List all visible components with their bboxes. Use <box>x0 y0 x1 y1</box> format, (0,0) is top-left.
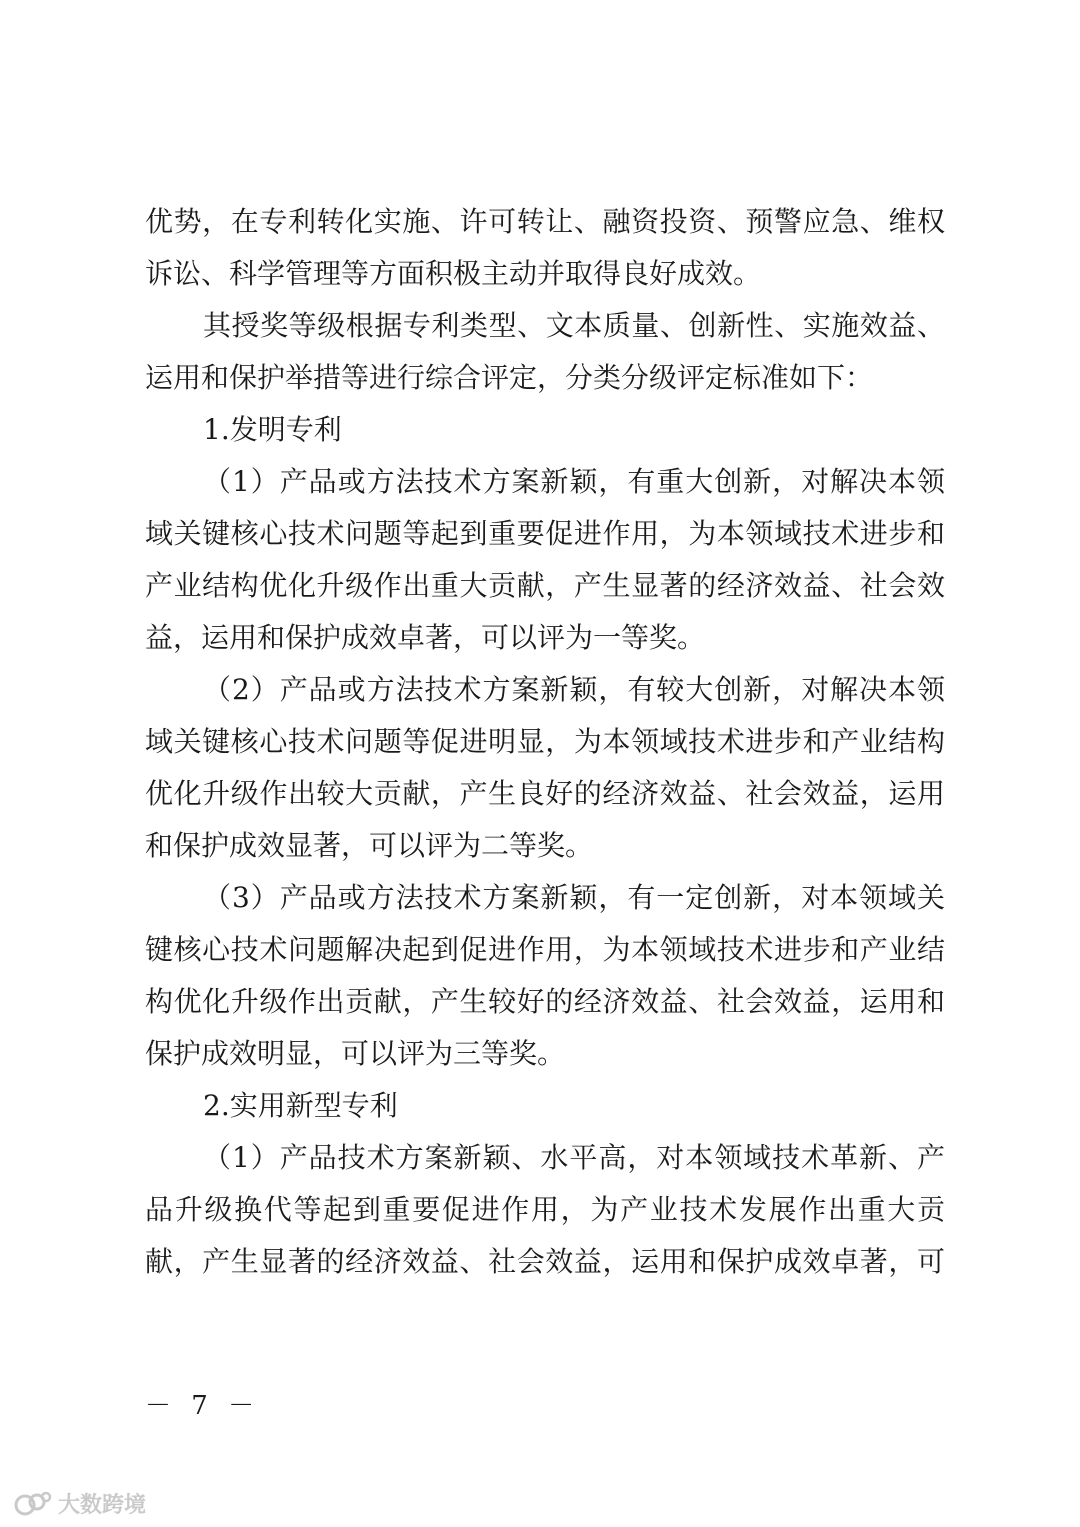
text-line: 优化升级作出较大贡献，产生良好的经济效益、社会效益，运用 <box>145 777 945 810</box>
text-line: 和保护成效显著，可以评为二等奖。 <box>145 829 594 862</box>
text-line: 产业结构优化升级作出重大贡献，产生显著的经济效益、社会效 <box>145 569 945 602</box>
text-line: 保护成效明显，可以评为三等奖。 <box>145 1037 566 1070</box>
text-line: 诉讼、科学管理等方面积极主动并取得良好成效。 <box>145 257 762 290</box>
text-line: （2）产品或方法技术方案新颖，有较大创新，对解决本领 <box>203 673 945 706</box>
text-line: （1）产品或方法技术方案新颖，有重大创新，对解决本领 <box>203 465 945 498</box>
section-heading-invention-patent: 1.发明专利 <box>203 413 342 446</box>
page-number: － 7 － <box>145 1391 261 1421</box>
text-line: （1）产品技术方案新颖、水平高，对本领域技术革新、产 <box>203 1141 945 1174</box>
text-line: 键核心技术问题解决起到促进作用，为本领域技术进步和产业结 <box>145 933 945 966</box>
text-line: 献，产生显著的经济效益、社会效益，运用和保护成效卓著，可 <box>145 1245 945 1278</box>
text-line: 域关键核心技术问题等起到重要促进作用，为本领域技术进步和 <box>145 517 945 550</box>
text-line: 品升级换代等起到重要促进作用，为产业技术发展作出重大贡 <box>145 1193 945 1226</box>
section-heading-utility-model-patent: 2.实用新型专利 <box>203 1089 398 1122</box>
text-line: 运用和保护举措等进行综合评定，分类分级评定标准如下： <box>145 361 874 394</box>
weibo-logo-icon <box>12 1490 52 1516</box>
text-line: 其授奖等级根据专利类型、文本质量、创新性、实施效益、 <box>203 309 945 342</box>
text-line: 优势，在专利转化实施、许可转让、融资投资、预警应急、维权 <box>145 205 945 238</box>
text-line: 域关键核心技术问题等促进明显，为本领域技术进步和产业结构 <box>145 725 945 758</box>
watermark <box>12 1488 146 1518</box>
body-text <box>145 196 945 1288</box>
text-line: 益，运用和保护成效卓著，可以评为一等奖。 <box>145 621 706 654</box>
watermark-text: 大数跨境 <box>58 1492 147 1518</box>
text-line: 构优化升级作出贡献，产生较好的经济效益、社会效益，运用和 <box>145 985 945 1018</box>
text-line: （3）产品或方法技术方案新颖，有一定创新，对本领域关 <box>203 881 945 914</box>
